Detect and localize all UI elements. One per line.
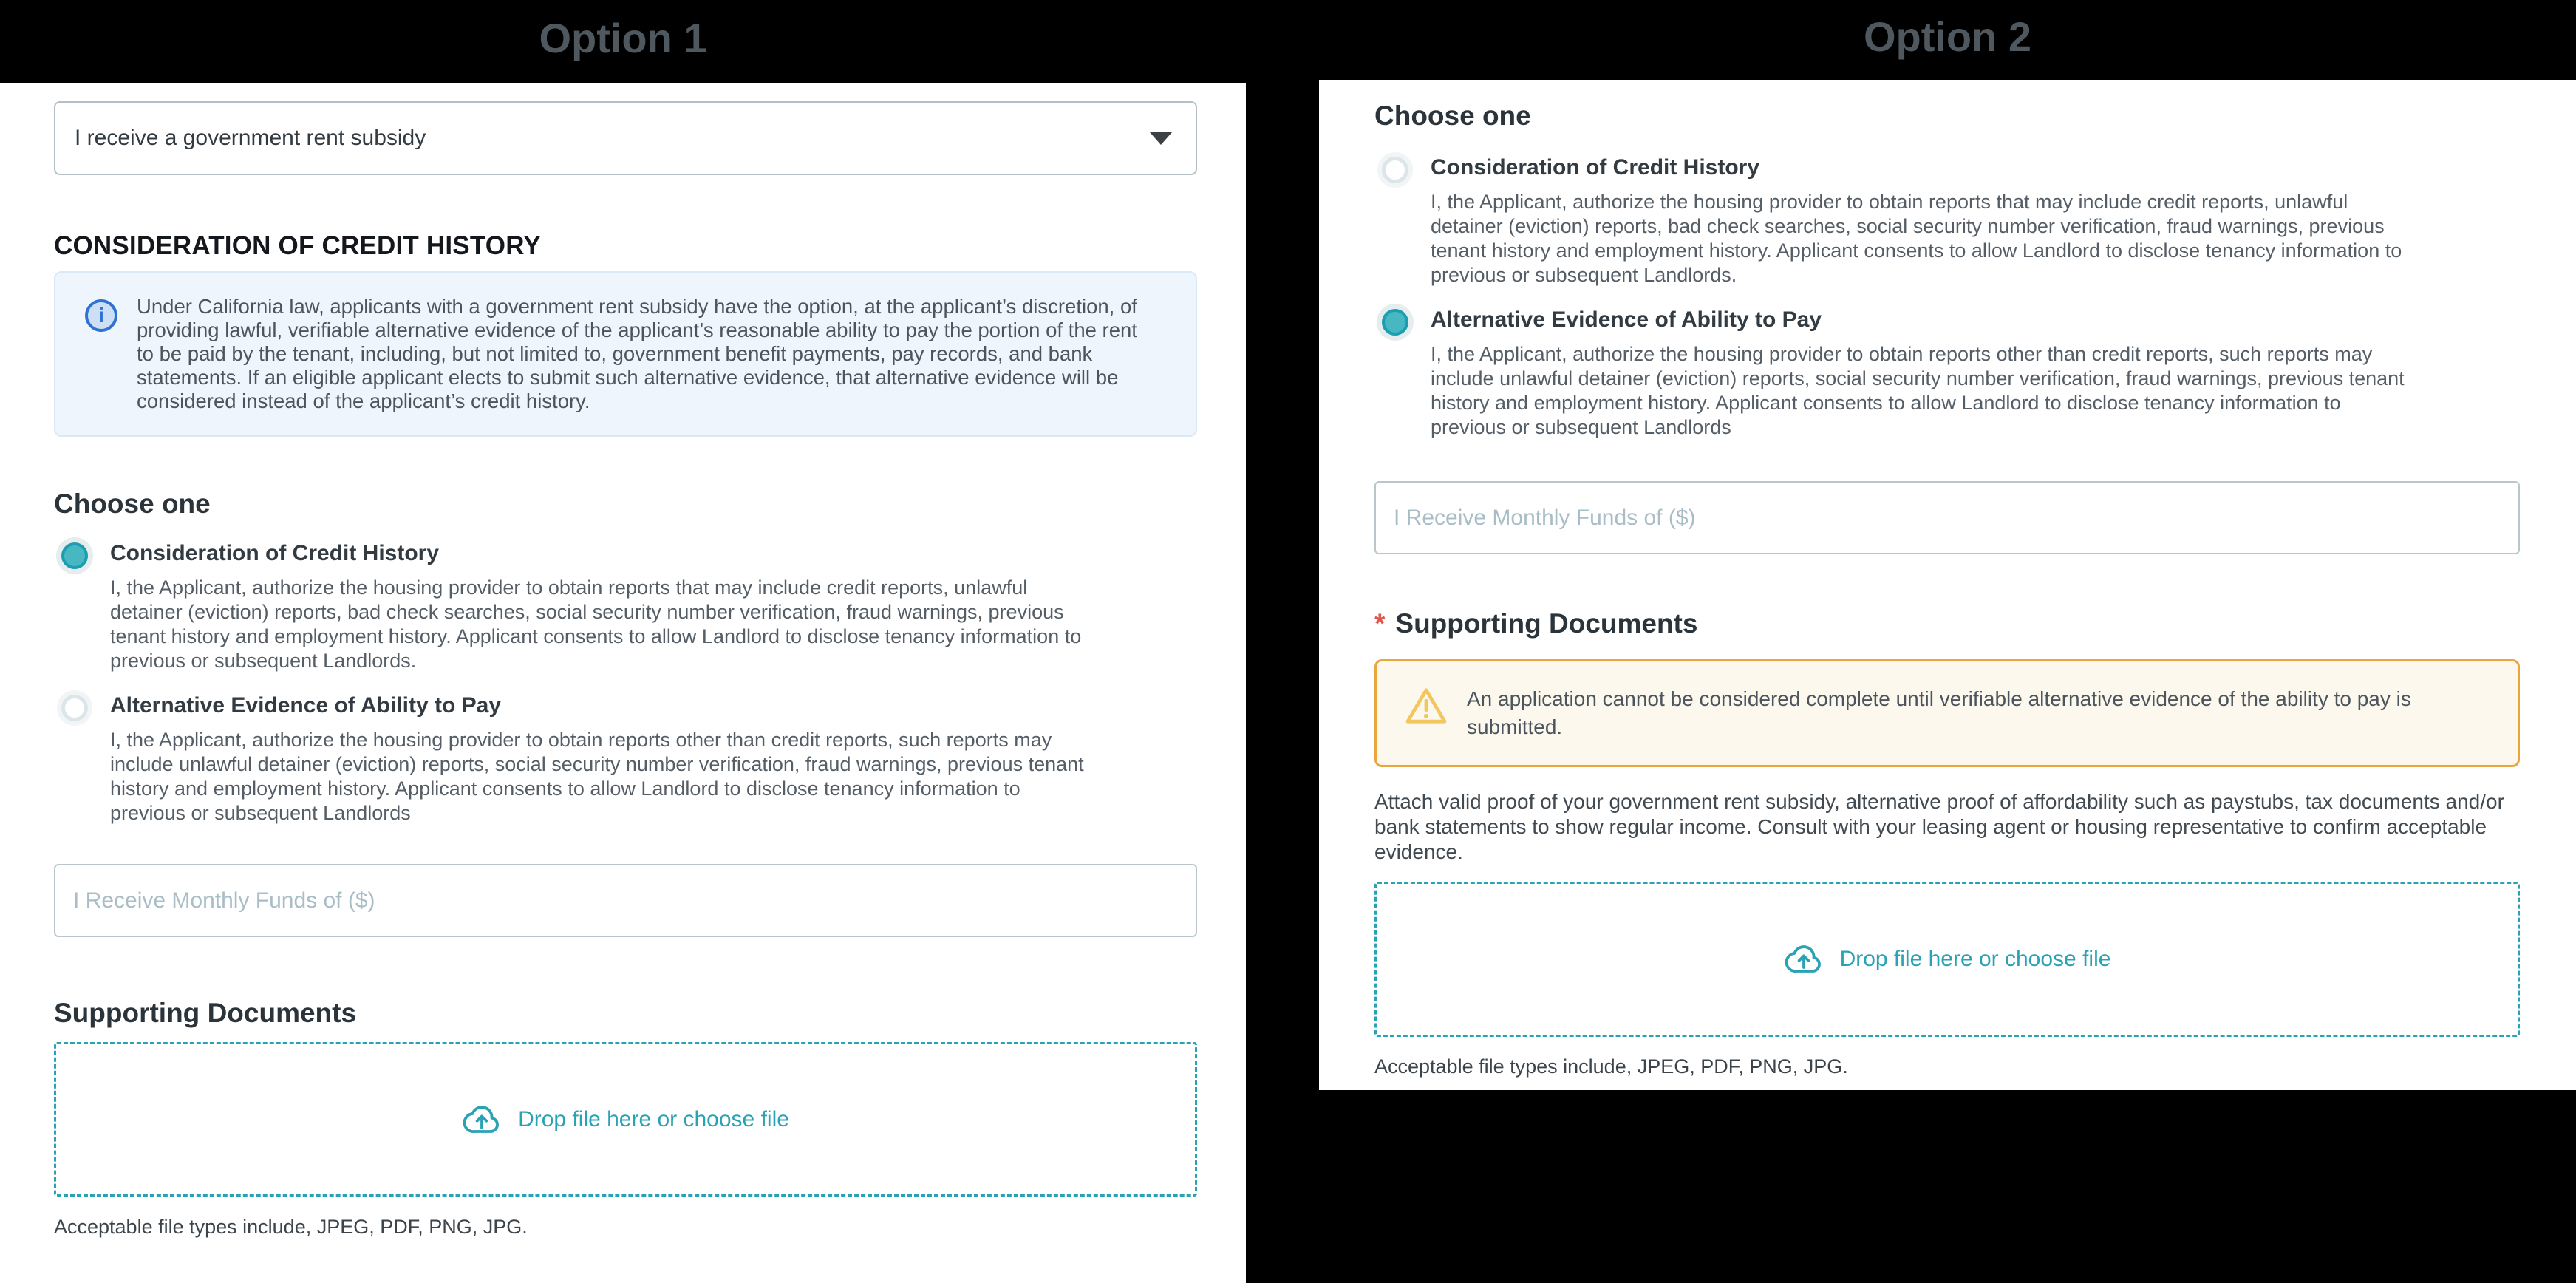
supporting-documents-heading-text: Supporting Documents — [1395, 608, 1698, 639]
dropzone-label: Drop file here or choose file — [1839, 947, 2111, 971]
radio-description: I, the Applicant, authorize the housing provider to obtain reports other than credit reports, such reports may include unlawful detainer (eviction) reports, social security number verification, fraud warnings, previous tenant history and employment history. Applicant consents to allow Landlord to disclose tenancy information to previous or subsequent Landlords — [110, 729, 1084, 824]
radio-option-texts — [110, 691, 1093, 826]
radio-option-alternative-evidence[interactable] — [1374, 305, 2520, 440]
monthly-funds-input[interactable] — [1374, 481, 2520, 554]
monthly-funds-input[interactable] — [54, 864, 1197, 937]
file-types-note: Acceptable file types include, JPEG, PDF, PNG, JPG. — [1374, 1055, 1848, 1078]
subsidy-status-dropdown-value: I receive a government rent subsidy — [75, 126, 426, 150]
option1-title: Option 1 — [539, 15, 707, 61]
choose-one-heading: Choose one — [1374, 101, 1531, 131]
radio-button[interactable] — [61, 695, 88, 721]
radio-option-texts — [110, 539, 1093, 673]
choose-one-heading: Choose one — [54, 489, 211, 519]
radio-description: I, the Applicant, authorize the housing provider to obtain reports other than credit reports, such reports may include unlawful detainer (eviction) reports, social security number verification, fraud warnings, previous tenant history and employment history. Applicant consents to allow Landlord to disclose tenancy information to previous or subsequent Landlords — [1431, 343, 2405, 438]
dropzone-label: Drop file here or choose file — [518, 1106, 789, 1131]
radio-option-texts — [1431, 305, 2413, 440]
info-banner — [54, 271, 1197, 437]
radio-button[interactable] — [1382, 157, 1408, 183]
supporting-documents-heading — [54, 996, 1197, 1030]
option2-title: Option 2 — [1863, 13, 2032, 60]
warning-banner-text: An application cannot be considered complete until verifiable alternative evidence of the ability to pay is submitted. — [1467, 687, 2411, 738]
radio-option-texts — [1431, 153, 2413, 287]
upload-cloud-icon — [462, 1103, 502, 1137]
supporting-documents-heading-text: Supporting Documents — [54, 998, 357, 1028]
option1-panel — [0, 83, 1246, 1283]
required-asterisk: * — [1374, 608, 1386, 639]
file-dropzone[interactable] — [1374, 882, 2520, 1037]
info-icon: i — [85, 299, 117, 332]
option2-column — [1319, 0, 2576, 1090]
option2-panel — [1319, 80, 2576, 1090]
radio-label: Consideration of Credit History — [1431, 155, 1760, 180]
option1-column — [0, 0, 1246, 1283]
radio-label: Alternative Evidence of Ability to Pay — [1431, 307, 1822, 332]
upload-cloud-icon — [1784, 942, 1824, 976]
radio-description: I, the Applicant, authorize the housing provider to obtain reports that may include credit reports, unlawful detainer (eviction) reports, bad check searches, social security number verification, fraud warnings, previous tenant history and employment history. Applicant consents to allow Landlord to disclose tenancy information to previous or subsequent Landlords. — [1431, 191, 2402, 286]
radio-option-alternative-evidence[interactable] — [54, 691, 1197, 826]
radio-button[interactable] — [61, 542, 88, 569]
chevron-down-icon — [1150, 132, 1172, 145]
attach-instructions: Attach valid proof of your government rent subsidy, alternative proof of affordability such as paystubs, tax documents and/or bank statements to show regular income. Consult with your leasing agent or housing representative to confirm acceptable evidence. — [1374, 790, 2504, 863]
radio-label: Consideration of Credit History — [110, 541, 440, 565]
supporting-documents-heading — [1374, 607, 2520, 641]
radio-description: I, the Applicant, authorize the housing provider to obtain reports that may include credit reports, unlawful detainer (eviction) reports, bad check searches, social security number verification, fraud warnings, previous tenant history and employment history. Applicant consents to allow Landlord to disclose tenancy information to previous or subsequent Landlords. — [110, 576, 1082, 672]
subsidy-status-dropdown[interactable] — [54, 101, 1197, 175]
file-types-note: Acceptable file types include, JPEG, PDF, PNG, JPG. — [54, 1216, 528, 1238]
radio-option-credit-history[interactable] — [54, 539, 1197, 673]
radio-button[interactable] — [1382, 309, 1408, 336]
radio-label: Alternative Evidence of Ability to Pay — [110, 693, 502, 718]
file-dropzone[interactable] — [54, 1042, 1197, 1197]
credit-history-section-heading: CONSIDERATION OF CREDIT HISTORY — [54, 231, 541, 260]
radio-option-credit-history[interactable] — [1374, 153, 2520, 287]
warning-triangle-icon — [1405, 687, 1448, 729]
warning-banner — [1374, 659, 2520, 767]
info-banner-text: Under California law, applicants with a government rent subsidy have the option, at the applicant’s discretion, of providing lawful, verifiable alternative evidence of the applicant’s reasonable ability to pay the portion of the rent to be paid by the tenant, including, but not limited to, government benefit payments, pay records, and bank statements. If an eligible applicant elects to submit such alternative evidence, that alternative evidence will be considered instead of the applicant’s credit history. — [137, 295, 1137, 412]
